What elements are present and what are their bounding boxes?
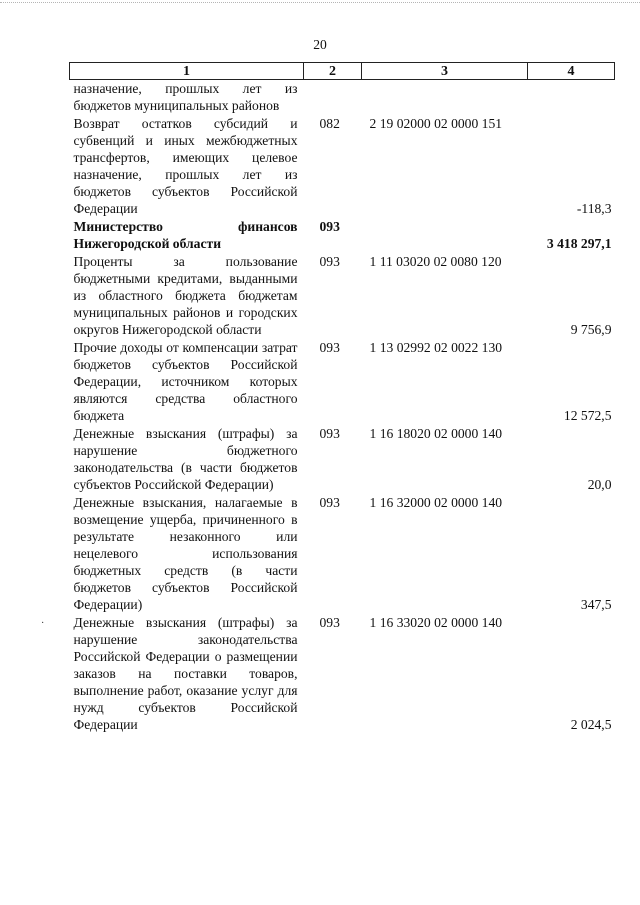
row-amount-cell: 12 572,5 (563, 408, 612, 423)
row-amount-cell: -118,3 (576, 201, 612, 216)
scan-top-edge (0, 2, 640, 3)
scan-speck: · (41, 618, 45, 629)
column-header-budget-code: 3 (362, 63, 528, 80)
row-name-cell: Проценты за пользование бюджетными кредитами, выданными из областного бюджета бюджетам муниципальных районов и городских округов Нижегородской области (73, 254, 298, 337)
row-name-cell: Денежные взыскания (штрафы) за нарушение законодательства Российской Федерации о размещении заказов на поставки товаров, выполнение работ, оказание услуг для нужд субъектов Российской Федерации (73, 615, 298, 732)
row-name-cell: Возврат остатков субсидий и субвенций и иных межбюджетных трансфертов, имеющих целевое назначение, прошлых лет из бюджетов субъектов Российской Федерации (73, 116, 298, 216)
row-admin-code-cell: 093 (319, 254, 340, 269)
table-row (70, 218, 615, 253)
row-amount-cell (528, 80, 615, 116)
row-name-cell: Денежные взыскания, налагаемые в возмещение ущерба, причиненного в результате незаконного или нецелевого использования бюджетных средств (в части бюджетов субъектов Российской Федерации) (73, 495, 298, 612)
table-body (70, 80, 615, 735)
row-amount-cell: 20,0 (587, 477, 612, 492)
row-admin-code-cell: 093 (319, 495, 340, 510)
row-budget-code-cell (362, 218, 528, 253)
row-name-cell: Прочие доходы от компенсации затрат бюджетов субъектов Российской Федерации, источником которых являются средства областного бюджета (73, 340, 298, 423)
row-admin-code-cell: 093 (319, 426, 340, 441)
row-admin-code-cell: 093 (319, 615, 340, 630)
revenue-table-container (69, 62, 614, 734)
row-name-cell: Денежные взыскания (штрафы) за нарушение бюджетного законодательства (в части бюджетов субъектов Российской Федерации) (73, 426, 298, 492)
table-row (70, 425, 615, 494)
row-admin-code-cell (304, 80, 362, 116)
row-admin-code-cell: 093 (319, 340, 340, 355)
row-admin-code-cell: 093 (319, 219, 340, 234)
table-row (70, 115, 615, 218)
row-budget-code-cell: 2 19 02000 02 0000 151 (369, 116, 503, 131)
row-amount-cell: 3 418 297,1 (546, 236, 612, 251)
table-header-row (70, 63, 615, 80)
row-budget-code-cell: 1 16 32000 02 0000 140 (369, 495, 503, 510)
row-name-cell: назначение, прошлых лет из бюджетов муниципальных районов (73, 81, 298, 113)
table-row (70, 80, 615, 116)
page-number: 20 (313, 37, 327, 52)
table-row (70, 494, 615, 614)
row-name-cell: Министерство финансов Нижегородской области (73, 219, 298, 251)
row-amount-cell: 347,5 (580, 597, 612, 612)
table-row (70, 339, 615, 425)
row-admin-code-cell: 082 (319, 116, 340, 131)
column-header-amount: 4 (528, 63, 615, 80)
row-budget-code-cell: 1 16 18020 02 0000 140 (369, 426, 503, 441)
row-budget-code-cell (362, 80, 528, 116)
revenue-table (69, 62, 615, 734)
row-budget-code-cell: 1 11 03020 02 0080 120 (369, 254, 502, 269)
column-header-admin-code: 2 (304, 63, 362, 80)
row-budget-code-cell: 1 16 33020 02 0000 140 (369, 615, 503, 630)
row-amount-cell: 9 756,9 (570, 322, 612, 337)
table-row (70, 614, 615, 734)
row-amount-cell: 2 024,5 (570, 717, 612, 732)
column-header-name: 1 (70, 63, 304, 80)
row-budget-code-cell: 1 13 02992 02 0022 130 (369, 340, 503, 355)
table-row (70, 253, 615, 339)
